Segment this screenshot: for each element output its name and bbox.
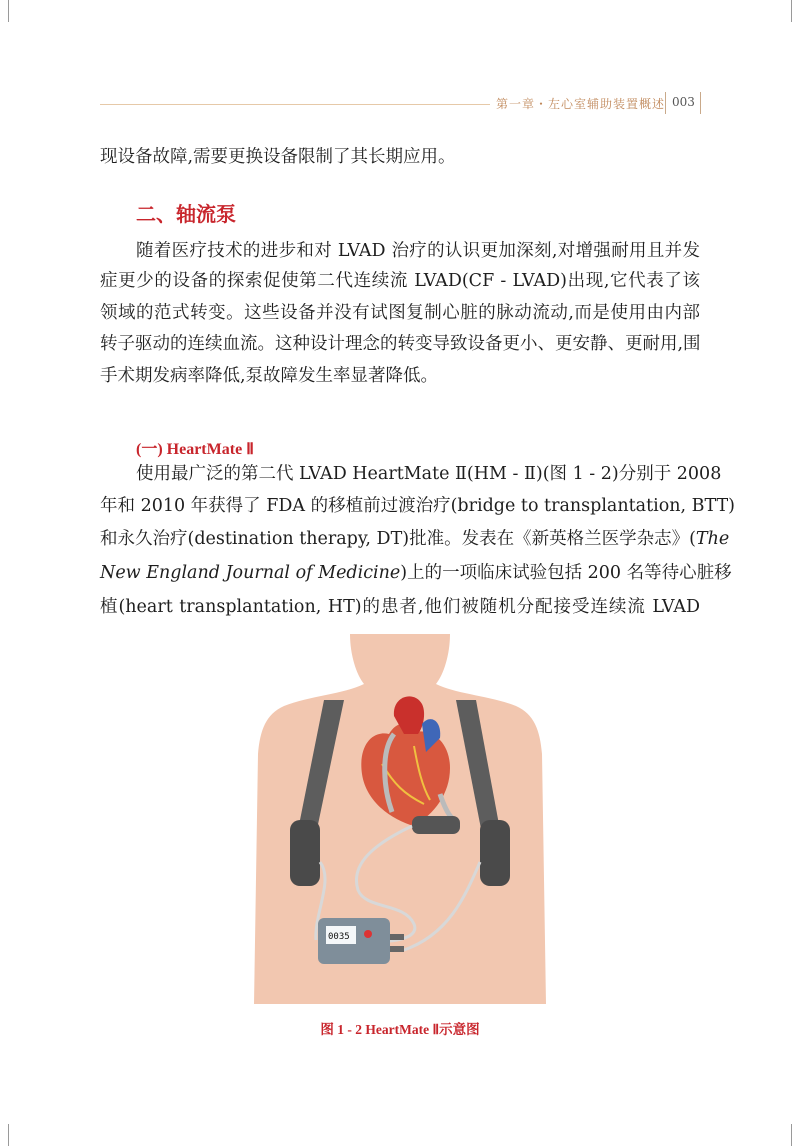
connector-plug <box>390 934 404 940</box>
heartmate-illustration <box>254 634 546 1004</box>
running-head: 第一章・左心室辅助装置概述 <box>496 97 666 111</box>
paragraph-line: 转子驱动的连续血流。这种设计理念的转变导致设备更小、更安静、更耐用,围 <box>100 334 701 354</box>
subsection-heading: (一) HeartMate Ⅱ <box>136 441 255 458</box>
connector-plug <box>390 946 404 952</box>
page-number: 003 <box>672 95 695 109</box>
paragraph-line: 植(heart transplantation, HT)的患者,他们被随机分配接受连续流 LVAD <box>100 597 700 617</box>
paragraph-line: 年和 2010 年获得了 FDA 的移植前过渡治疗(bridge to transplantation, BTT) <box>100 496 736 516</box>
crop-mark <box>791 0 792 22</box>
text-run: )上的一项临床试验包括 200 名等待心脏移 <box>400 563 732 583</box>
pump-body <box>412 816 460 834</box>
paragraph-line <box>100 562 732 584</box>
crop-mark <box>8 1124 9 1146</box>
paragraph-line: 随着医疗技术的进步和对 LVAD 治疗的认识更加深刻,对增强耐用且并发 <box>136 241 700 261</box>
battery-right <box>480 820 510 886</box>
text-run-italic: The <box>695 529 730 549</box>
crop-mark <box>791 1124 792 1146</box>
paragraph-line: 领域的范式转变。这些设备并没有试图复制心脏的脉动流动,而是使用由内部 <box>100 303 700 323</box>
battery-left <box>290 820 320 886</box>
paragraph-line: 手术期发病率降低,泵故障发生率显著降低。 <box>100 366 439 386</box>
section-heading: 二、轴流泵 <box>136 202 236 226</box>
controller-display-reading: 0035 <box>328 932 350 942</box>
figure-caption: 图 1 - 2 HeartMate Ⅱ示意图 <box>320 1022 480 1037</box>
paragraph-line: 使用最广泛的第二代 LVAD HeartMate Ⅱ(HM - Ⅱ)(图 1 - 2)分别于 2008 <box>136 464 722 484</box>
crop-mark <box>8 0 9 22</box>
text-run-italic: New England Journal of Medicine <box>100 563 401 583</box>
text-run: 和永久治疗(destination therapy, DT)批准。发表在《新英格兰医学杂志》( <box>100 529 696 549</box>
controller-status-icon <box>364 930 372 938</box>
paragraph-line <box>100 528 730 550</box>
paragraph-line: 症更少的设备的探索促使第二代连续流 LVAD(CF - LVAD)出现,它代表了该 <box>100 271 700 291</box>
paragraph-line: 现设备故障,需要更换设备限制了其长期应用。 <box>100 147 456 167</box>
header-rule <box>100 104 490 105</box>
header-divider <box>665 92 666 114</box>
header-divider <box>700 92 701 114</box>
